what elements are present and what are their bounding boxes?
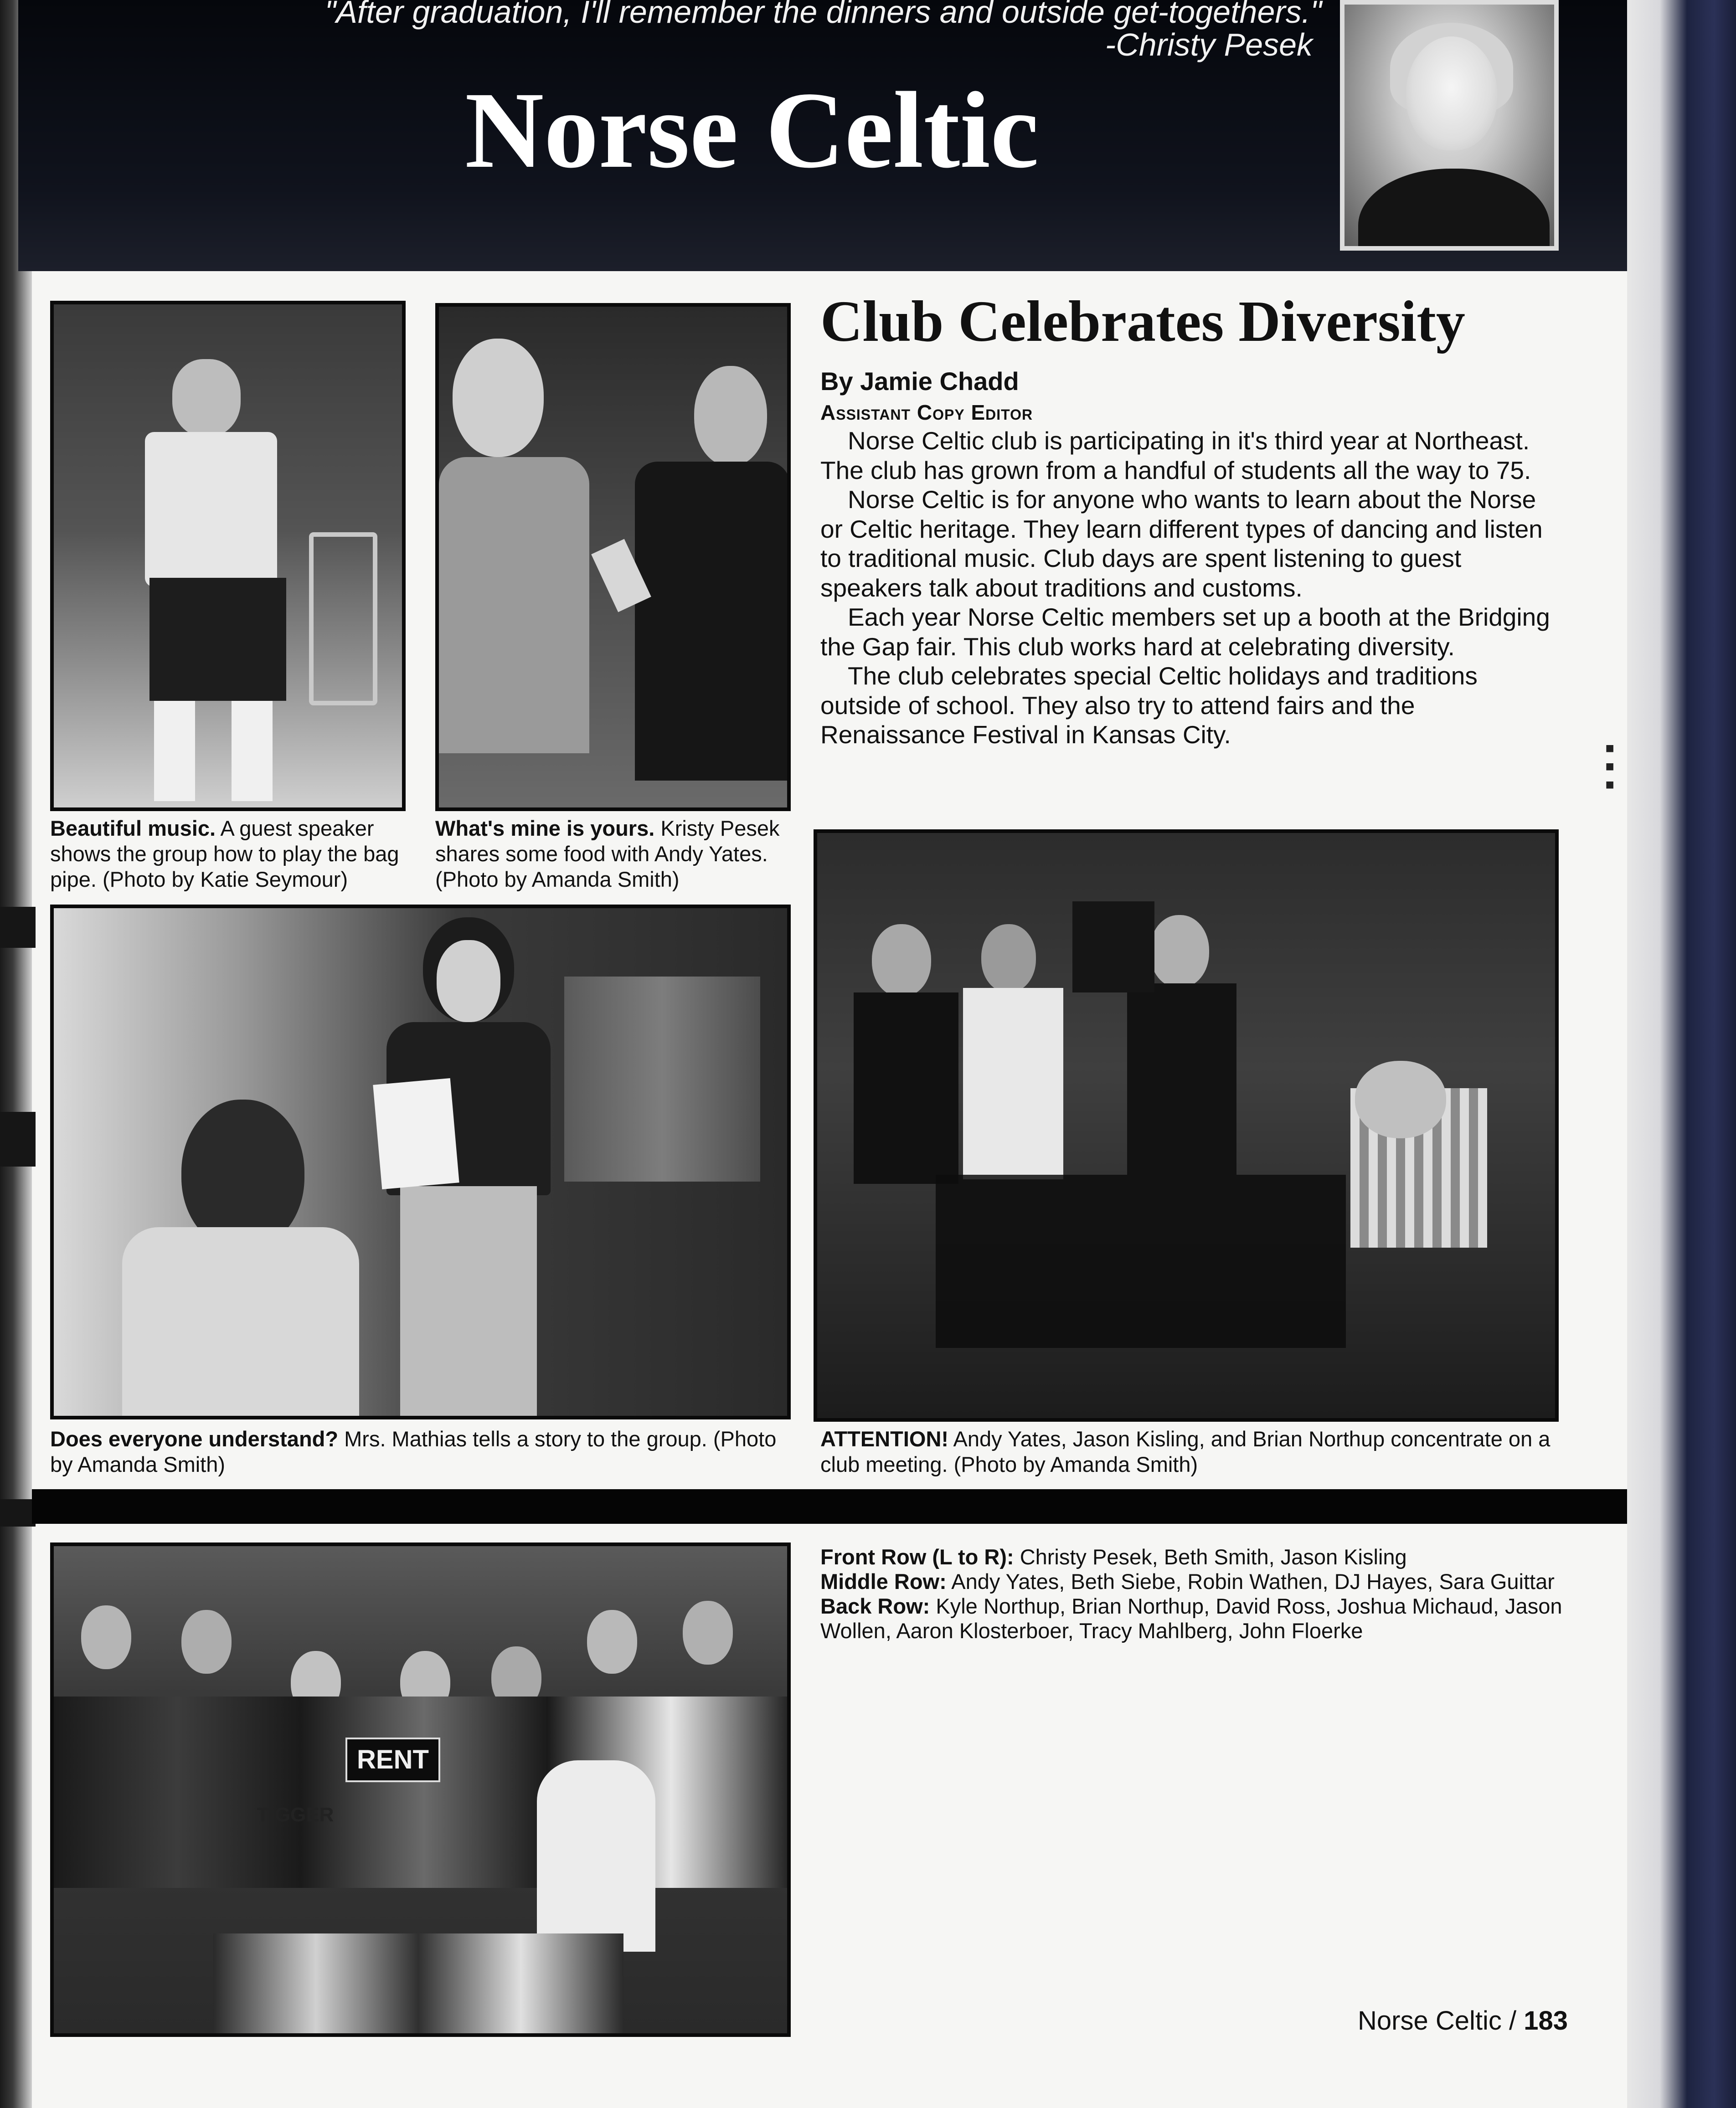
page-number: 183 xyxy=(1524,2006,1568,2036)
photo-figure-kilt xyxy=(149,578,286,701)
photo-member-head xyxy=(181,1610,232,1674)
caption-food xyxy=(435,816,791,892)
photo-bagpipe-player xyxy=(50,301,406,811)
photo-figure-head xyxy=(694,366,767,466)
photo-folding-chair xyxy=(309,532,377,705)
photo-tigger-shirt: TIGGER xyxy=(257,1804,334,1826)
names-middle-row xyxy=(820,1569,1568,1594)
article-paragraph: Norse Celtic is for anyone who wants to learn about the Norse or Celtic heritage. They learn different types of dancing and listen to traditional music. Club days are spent listening to guest speakers talk about traditions and customs. xyxy=(820,485,1543,602)
page-title: Norse Celtic xyxy=(465,69,1039,190)
photo-member-head xyxy=(587,1610,637,1674)
header-quote-author: -Christy Pesek xyxy=(1105,27,1313,62)
caption-lead: Beautiful music. xyxy=(50,816,216,840)
photo-figure-sock xyxy=(232,701,273,801)
photo-figure-body xyxy=(854,992,958,1184)
names-front-row xyxy=(820,1545,1568,1569)
photo-figure-head xyxy=(872,924,931,997)
photo-member-head xyxy=(81,1605,131,1669)
portrait-face xyxy=(1406,36,1497,150)
photo-storytelling xyxy=(50,905,791,1419)
photo-figure-body xyxy=(1127,983,1236,1175)
article-byline: By Jamie Chadd xyxy=(820,367,1019,396)
caption-text: Kristy Pesek shares some food with Andy Yates. (Photo by Amanda Smith) xyxy=(435,816,780,891)
left-edge-tab xyxy=(0,1112,36,1167)
photo-member-head xyxy=(683,1601,733,1665)
names-middle-list: Andy Yates, Beth Siebe, Robin Wathen, DJ Hayes, Sara Guittar xyxy=(946,1569,1555,1594)
photo-trophy-case xyxy=(564,977,760,1182)
caption-text: Mrs. Mathias tells a story to the group. (Photo by Amanda Smith) xyxy=(50,1427,777,1476)
folio-section: Norse Celtic / xyxy=(1358,2006,1524,2036)
photo-figure-head xyxy=(1355,1061,1446,1138)
photo-letter-n xyxy=(1072,901,1154,992)
left-edge-tab xyxy=(0,1499,36,1527)
article-paragraph: Norse Celtic club is participating in it's third year at Northeast. The club has grown from a handful of students all the way to 75. xyxy=(820,427,1531,484)
article-byline-role: Assistant Copy Editor xyxy=(820,401,1033,424)
photo-figure-white-shirt xyxy=(963,988,1063,1179)
photo-figure-head xyxy=(981,924,1036,992)
photo-front-row xyxy=(213,1933,623,2037)
photo-student-shirt xyxy=(122,1227,359,1419)
article-paragraph: Each year Norse Celtic members set up a booth at the Bridging the Gap fair. This club works hard at celebrating diversity. xyxy=(820,603,1550,661)
left-page-edge xyxy=(0,0,32,2108)
caption-text: A guest speaker shows the group how to play the bag pipe. (Photo by Katie Seymour) xyxy=(50,816,399,891)
names-back-row xyxy=(820,1594,1568,1643)
names-middle-label: Middle Row: xyxy=(820,1569,947,1594)
photo-figure-sock xyxy=(154,701,195,801)
names-front-list: Christy Pesek, Beth Smith, Jason Kisling xyxy=(1014,1545,1407,1569)
photo-paper xyxy=(373,1078,459,1189)
left-edge-tab xyxy=(0,907,36,948)
photo-figure-jeans xyxy=(400,1186,537,1419)
photo-club-group xyxy=(50,1542,791,2037)
caption-meeting xyxy=(820,1426,1568,1477)
photo-figure-head xyxy=(1150,915,1209,988)
names-back-list: Kyle Northup, Brian Northup, David Ross, Joshua Michaud, Jason Wollen, Aaron Klosterboer, Tracy Mahlberg, John Floerke xyxy=(820,1594,1562,1643)
portrait-shoulders xyxy=(1358,169,1550,251)
caption-text: Andy Yates, Jason Kisling, and Brian Northup concentrate on a club meeting. (Photo by Amanda Smith) xyxy=(820,1427,1551,1476)
article-paragraph: The club celebrates special Celtic holidays and traditions outside of school. They also try to attend fairs and the Renaissance Festival in Kansas City. xyxy=(820,662,1478,749)
page-folio xyxy=(1322,2005,1568,2037)
photo-figure-head xyxy=(172,359,241,437)
caption-lead: Does everyone understand? xyxy=(50,1427,339,1451)
photo-table xyxy=(936,1175,1346,1348)
header-quote: "After graduation, I'll remember the dinners and outside get-togethers." xyxy=(325,0,1322,30)
article-body xyxy=(820,426,1554,750)
photo-figure-sweater xyxy=(635,462,790,781)
photo-white-sweater xyxy=(537,1760,655,1952)
photo-figure-sweatshirt xyxy=(439,457,589,753)
book-binding-edge xyxy=(1627,0,1736,2108)
caption-lead: What's mine is yours. xyxy=(435,816,655,840)
group-photo-names xyxy=(820,1545,1568,1643)
photo-figure-head xyxy=(453,339,544,457)
photo-sharing-food xyxy=(435,303,791,811)
caption-lead: ATTENTION! xyxy=(820,1427,949,1451)
section-divider-band xyxy=(32,1489,1627,1524)
caption-story xyxy=(50,1426,791,1477)
article-headline: Club Celebrates Diversity xyxy=(820,289,1465,354)
photo-rent-shirt: RENT xyxy=(345,1738,440,1782)
binding-specks: ▪ ▪ ▪ xyxy=(1604,737,1616,794)
names-front-label: Front Row (L to R): xyxy=(820,1545,1014,1569)
photo-club-meeting xyxy=(814,829,1559,1422)
photo-figure-shirt xyxy=(145,432,277,587)
photo-member-row xyxy=(54,1697,791,1888)
caption-bagpipe xyxy=(50,816,406,892)
names-back-label: Back Row: xyxy=(820,1594,930,1618)
senior-portrait xyxy=(1340,0,1559,251)
photo-figure-face xyxy=(437,940,500,1022)
